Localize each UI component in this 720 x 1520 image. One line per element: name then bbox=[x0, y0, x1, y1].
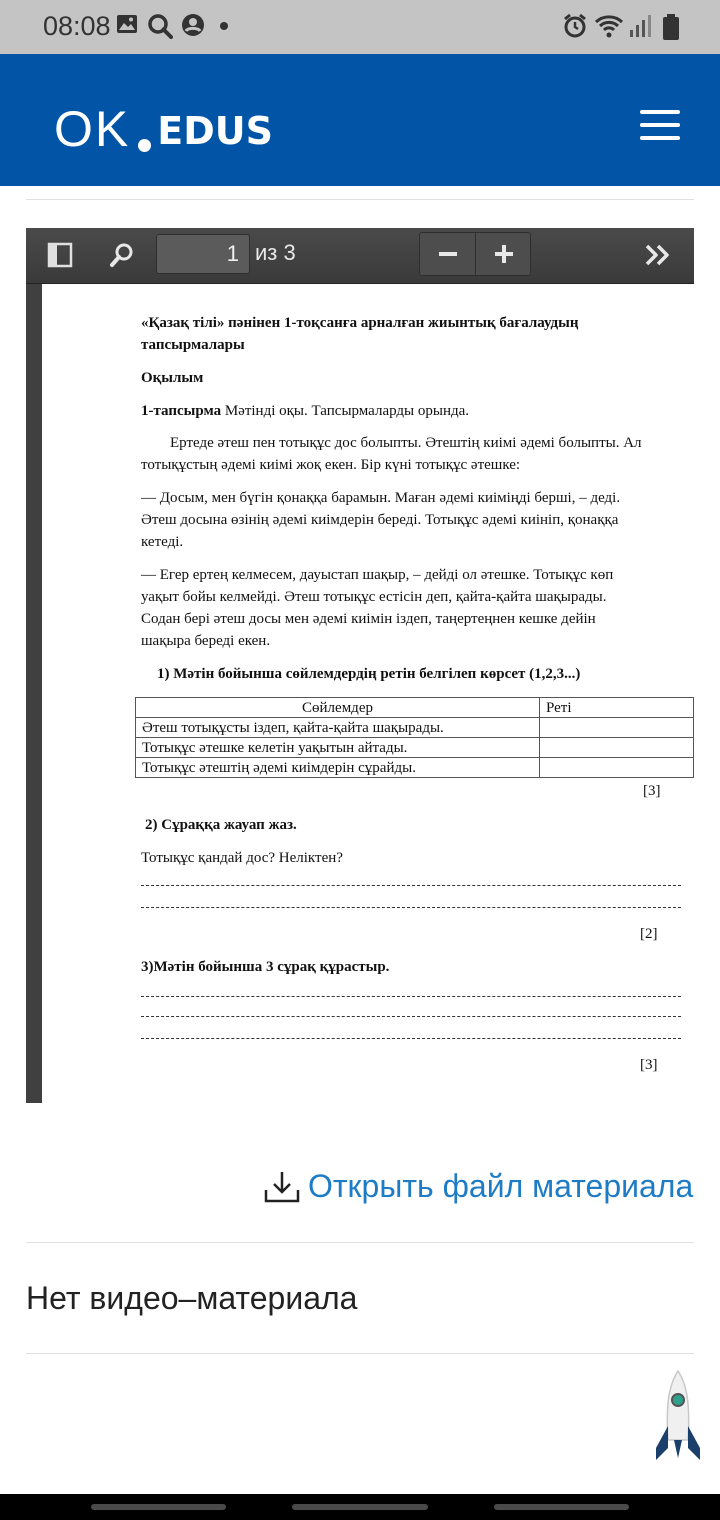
doc-p3-line2: уақыт бойы келмейді. Әтеш тотықұс естісін деп, қайта-қайта шақырады. bbox=[141, 589, 607, 605]
gallery-icon bbox=[116, 13, 138, 35]
answer-line bbox=[141, 885, 681, 886]
table-cell bbox=[540, 718, 694, 738]
signal-icon bbox=[628, 13, 652, 39]
table-cell: Әтеш тотықұсты іздеп, қайта-қайта шақырады. bbox=[136, 718, 540, 738]
open-file-link[interactable] bbox=[264, 1168, 693, 1205]
doc-p3-line4: шақыра береді екен. bbox=[141, 633, 271, 649]
doc-question2-text: Тотықұс қандай дос? Неліктен? bbox=[141, 850, 343, 866]
table-header: Сөйлемдер bbox=[136, 698, 540, 718]
site-logo[interactable] bbox=[54, 94, 273, 157]
divider bbox=[26, 1353, 694, 1354]
doc-score1: [3] bbox=[643, 783, 661, 799]
doc-question1: 1) Мәтін бойынша сөйлемдердің ретін белгілеп көрсет (1,2,3...) bbox=[157, 666, 581, 682]
doc-p2-line2: Әтеш досына өзінің әдемі киімдерін береді. Тотықұс әдемі киініп, қонаққа bbox=[141, 512, 619, 528]
doc-question3: 3)Мәтін бойынша 3 сұрақ құрастыр. bbox=[141, 959, 390, 975]
table-cell: Тотықұс әтешке келетін уақытын айтады. bbox=[136, 738, 540, 758]
doc-score3: [3] bbox=[640, 1057, 658, 1073]
zoom-in-button[interactable] bbox=[476, 233, 531, 275]
doc-title-line1: «Қазақ тілі» пәнінен 1-тоқсанға арналған жиынтық бағалаудың bbox=[141, 315, 579, 331]
logo-dot bbox=[138, 139, 151, 152]
zoom-controls bbox=[419, 232, 531, 276]
table-cell: Тотықұс әтештің әдемі киімдерін сұрайды. bbox=[136, 758, 540, 778]
table-row bbox=[136, 758, 694, 778]
divider bbox=[26, 1242, 694, 1243]
account-icon bbox=[181, 13, 205, 37]
table-cell bbox=[540, 738, 694, 758]
doc-task1: 1-тапсырма Мәтінді оқы. Тапсырмаларды орында. bbox=[141, 403, 470, 419]
order-table bbox=[135, 697, 694, 778]
doc-score2: [2] bbox=[640, 926, 658, 942]
hamburger-menu-button[interactable] bbox=[640, 108, 682, 140]
answer-line bbox=[141, 996, 681, 997]
alarm-icon bbox=[562, 13, 588, 39]
system-nav-bar bbox=[0, 1494, 720, 1520]
nav-home-button[interactable] bbox=[292, 1504, 428, 1510]
logo-ok-text: OK bbox=[54, 101, 131, 157]
answer-line bbox=[141, 1038, 681, 1039]
doc-question2: 2) Сұраққа жауап жаз. bbox=[145, 817, 297, 833]
table-header-row bbox=[136, 698, 694, 718]
doc-p3-line1: — Егер ертең келмесем, дауыстап шақыр, – дейді ол әтешке. Тотықұс көп bbox=[141, 567, 614, 583]
open-file-label: Открыть файл материала bbox=[308, 1168, 694, 1204]
double-chevron-right-icon bbox=[644, 243, 672, 267]
divider bbox=[26, 199, 694, 200]
battery-icon bbox=[662, 13, 680, 41]
scroll-to-top-button[interactable] bbox=[652, 1368, 704, 1473]
rocket-icon bbox=[652, 1368, 704, 1468]
sidebar-toggle-button[interactable] bbox=[42, 238, 78, 272]
site-header bbox=[0, 54, 720, 186]
doc-p2-line3: кетеді. bbox=[141, 534, 184, 550]
download-icon bbox=[264, 1170, 300, 1204]
status-bar bbox=[0, 0, 720, 54]
minus-icon bbox=[438, 244, 458, 264]
dot-icon bbox=[219, 21, 229, 31]
table-cell bbox=[540, 758, 694, 778]
table-row bbox=[136, 718, 694, 738]
find-button[interactable] bbox=[104, 238, 140, 272]
table-header: Реті bbox=[540, 698, 694, 718]
pdf-toolbar bbox=[26, 228, 694, 284]
wifi-icon bbox=[594, 13, 624, 39]
table-row bbox=[136, 738, 694, 758]
status-time: 08:08 bbox=[43, 11, 111, 41]
answer-line bbox=[141, 1016, 681, 1017]
doc-p3-line3: Содан бері әтеш досы мен әдемі киімін іздеп, таңертеңнен кешке дейін bbox=[141, 611, 596, 627]
search-icon bbox=[147, 13, 173, 39]
sidebar-toggle-icon bbox=[47, 242, 73, 268]
page-number-input[interactable]: 1 bbox=[156, 234, 250, 274]
nav-back-button[interactable] bbox=[494, 1504, 629, 1510]
no-video-text: Нет видео–материала bbox=[26, 1280, 358, 1316]
hamburger-icon bbox=[640, 110, 680, 114]
answer-line bbox=[141, 907, 681, 908]
search-icon bbox=[109, 242, 135, 268]
doc-title-line2: тапсырмалары bbox=[141, 337, 245, 353]
logo-edus-text: EDUS bbox=[157, 109, 273, 153]
doc-section: Оқылым bbox=[141, 370, 204, 386]
plus-icon bbox=[494, 244, 514, 264]
zoom-out-button[interactable] bbox=[420, 233, 475, 275]
tools-button[interactable] bbox=[638, 238, 678, 272]
nav-recents-button[interactable] bbox=[91, 1504, 226, 1510]
page-count: из 3 bbox=[255, 240, 296, 265]
pdf-left-scrollbar[interactable] bbox=[26, 284, 42, 1103]
doc-p2-line1: — Досым, мен бүгін қонаққа барамын. Маған әдемі киіміңді берші, – деді. bbox=[141, 490, 621, 506]
doc-p1-line2: тотықұстың әдемі киімі жоқ екен. Бір күні тотықұс әтешке: bbox=[141, 457, 521, 473]
doc-p1-line1: Ертеде әтеш пен тотықұс дос болыпты. Әтештің киімі әдемі болыпты. Ал bbox=[170, 435, 642, 451]
